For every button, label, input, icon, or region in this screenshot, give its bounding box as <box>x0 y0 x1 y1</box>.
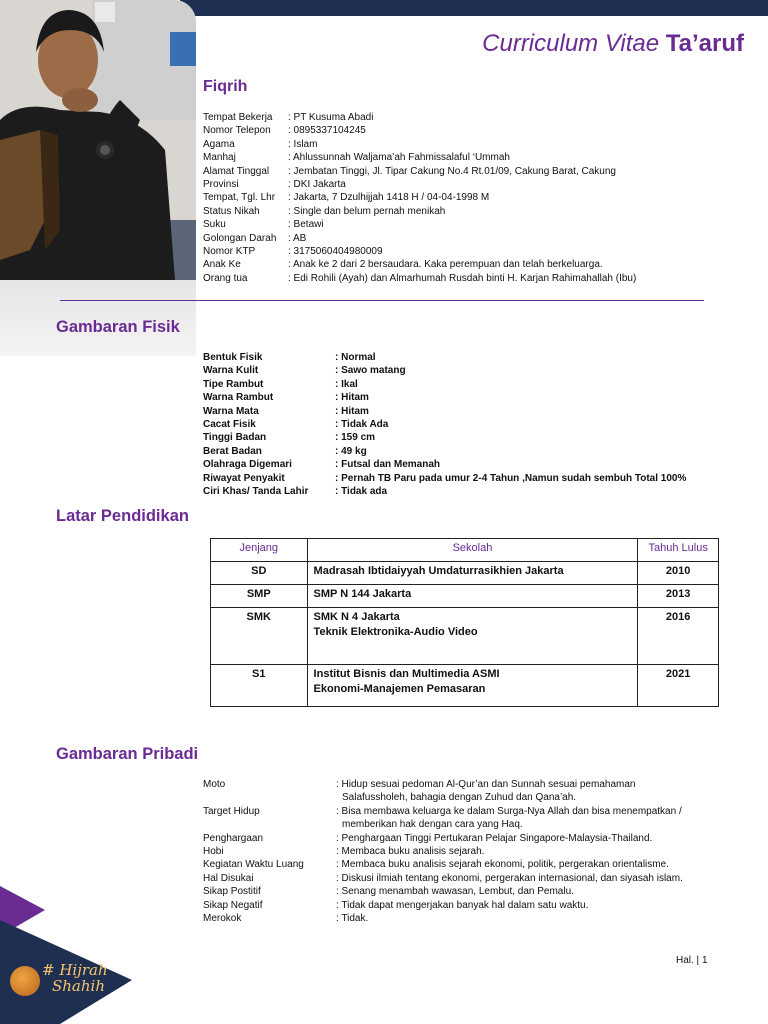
info-row <box>203 272 636 285</box>
info-row <box>203 485 686 498</box>
info-row <box>203 218 636 231</box>
hijrah-logo <box>8 962 124 1002</box>
header-jenjang: Jenjang <box>211 539 308 562</box>
info-row <box>203 391 686 404</box>
info-value <box>288 165 616 178</box>
info-label: Penghargaan <box>203 832 264 844</box>
info-value-line: : Bisa membawa keluarga ke dalam Surga-Nya Allah dan bisa menempatkan / <box>336 805 682 817</box>
info-value-line: : Tidak dapat mengerjakan banyak hal dalam satu waktu. <box>336 899 589 911</box>
info-value-line: : Membaca buku analisis sejarah ekonomi, politik, pergerakan orientalisme. <box>336 859 669 871</box>
physical-info <box>203 351 686 498</box>
info-value-line: : 3175060404980009 <box>288 246 383 258</box>
info-label: Nomor Telepon <box>203 125 271 137</box>
info-value <box>335 458 440 471</box>
info-value <box>288 178 346 191</box>
info-value <box>335 364 406 377</box>
info-value-line: : Edi Rohili (Ayah) dan Almarhumah Rusdah binti H. Karjan Rahimahallah (Ibu) <box>288 272 637 284</box>
info-row <box>203 885 683 898</box>
header-sekolah: Sekolah <box>307 539 638 562</box>
info-value-line: : Jembatan Tinggi, Jl. Tipar Cakung No.4 Rt.01/09, Cakung Barat, Cakung <box>288 165 616 177</box>
info-value <box>288 138 317 151</box>
info-row <box>203 191 636 204</box>
section-divider <box>60 300 704 301</box>
info-row <box>203 872 683 885</box>
cell-year: 2016 <box>638 608 719 665</box>
info-value-line: : Hitam <box>335 392 369 404</box>
info-row <box>203 124 636 137</box>
info-value-line: : Pernah TB Paru pada umur 2-4 Tahun ,Namun sudah sembuh Total 100% <box>335 472 687 484</box>
info-value-line: : Ahlussunnah Waljama’ah Fahmissalaful ‘Ummah <box>288 152 510 164</box>
cell-school: Madrasah Ibtidaiyyah Umdaturrasikhien Jakarta <box>307 562 638 585</box>
info-value-line: : Tidak Ada <box>335 419 389 431</box>
info-value <box>335 378 358 391</box>
info-row <box>203 138 636 151</box>
info-row <box>203 845 683 858</box>
info-label: Ciri Khas/ Tanda Lahir <box>203 486 309 498</box>
info-value-line: : Ikal <box>335 378 358 390</box>
header-bar <box>180 0 768 16</box>
cell-school: SMP N 144 Jakarta <box>307 585 638 608</box>
info-row <box>203 405 686 418</box>
info-value <box>335 485 387 498</box>
cell-year: 2013 <box>638 585 719 608</box>
info-label: Status Nikah <box>203 205 260 217</box>
info-row <box>203 458 686 471</box>
info-label: Hobi <box>203 846 224 858</box>
cell-year: 2021 <box>638 665 719 707</box>
personality-info <box>203 778 683 925</box>
info-label: Merokok <box>203 913 242 925</box>
info-value <box>335 405 369 418</box>
info-label: Tempat Bekerja <box>203 112 273 123</box>
info-row <box>203 245 636 258</box>
info-row <box>203 858 683 871</box>
info-label: Sikap Postitif <box>203 886 261 898</box>
info-value-line: : Senang menambah wawasan, Lembut, dan Pemalu. <box>336 886 574 898</box>
info-value <box>288 258 603 271</box>
info-value <box>336 845 484 858</box>
logo-text <box>42 962 108 994</box>
info-row <box>203 778 683 805</box>
info-row <box>203 151 636 164</box>
info-value <box>335 418 388 431</box>
table-row <box>211 608 719 665</box>
info-value-line: : Tidak. <box>336 913 369 925</box>
info-value <box>288 245 383 258</box>
info-value <box>288 151 510 164</box>
info-label: Hal Disukai <box>203 872 254 884</box>
info-value-line: : DKI Jakarta <box>288 179 346 191</box>
info-value <box>336 885 574 898</box>
info-label: Warna Mata <box>203 405 259 417</box>
info-row <box>203 418 686 431</box>
info-row <box>203 232 636 245</box>
cell-level: SMP <box>211 585 308 608</box>
info-value-line: : Normal <box>335 352 376 363</box>
info-value-line: : Anak ke 2 dari 2 bersaudara. Kaka perempuan dan telah berkeluarga. <box>288 259 603 271</box>
info-label: Alamat Tinggal <box>203 165 270 177</box>
info-value <box>288 191 489 204</box>
info-label: Tipe Rambut <box>203 378 264 390</box>
logo-text-line2: Shahih <box>52 977 105 995</box>
info-value-line: : Membaca buku analisis sejarah. <box>336 846 485 858</box>
title-suffix: Ta’aruf <box>665 30 744 57</box>
info-value-line: : 0895337104245 <box>288 125 366 137</box>
info-value <box>336 899 588 912</box>
info-label: Riwayat Penyakit <box>203 472 285 484</box>
info-row <box>203 899 683 912</box>
info-label: Golongan Darah <box>203 232 277 244</box>
table-row <box>211 585 719 608</box>
info-label: Warna Rambut <box>203 392 274 404</box>
personal-info <box>203 111 636 285</box>
info-value-line: : 159 cm <box>335 432 376 444</box>
info-value <box>336 805 682 832</box>
info-value <box>288 272 636 285</box>
info-label: Agama <box>203 138 235 150</box>
education-section-title: Latar Pendidikan <box>56 507 189 525</box>
school-major: Teknik Elektronika-Audio Video <box>313 626 478 638</box>
info-row <box>203 445 686 458</box>
school-name: Institut Bisnis dan Multimedia ASMI <box>313 668 500 680</box>
info-value <box>335 431 375 444</box>
info-label: Manhaj <box>203 152 236 164</box>
info-label: Tempat, Tgl. Lhr <box>203 192 276 204</box>
info-value <box>336 778 635 805</box>
info-value <box>336 832 652 845</box>
info-label: Anak Ke <box>203 259 241 271</box>
info-label: Suku <box>203 219 226 231</box>
info-value-line: : Hidup sesuai pedoman Al-Qur’an dan Sunnah sesuai pemahaman <box>336 779 636 790</box>
info-row <box>203 805 683 832</box>
info-label: Provinsi <box>203 179 239 191</box>
info-value-line: : Diskusi ilmiah tentang ekonomi, pergerakan internasional, dan siyasah islam. <box>336 872 683 884</box>
profile-photo <box>0 0 196 356</box>
info-row <box>203 178 636 191</box>
info-value <box>336 912 368 925</box>
cell-level: SMK <box>211 608 308 665</box>
cell-level: S1 <box>211 665 308 707</box>
title-prefix: Curriculum Vitae <box>482 30 660 57</box>
info-label: Tinggi Badan <box>203 432 267 444</box>
header-tahun: Tahuh Lulus <box>638 539 719 562</box>
info-row <box>203 205 636 218</box>
info-label: Orang tua <box>203 272 248 284</box>
education-table <box>210 538 719 707</box>
info-label: Kegiatan Waktu Luang <box>203 859 304 871</box>
info-value-line: : Futsal dan Memanah <box>335 459 441 471</box>
info-row <box>203 832 683 845</box>
info-value-line: : Islam <box>288 138 318 150</box>
info-value-line: : Sawo matang <box>335 365 406 377</box>
info-label: Target Hidup <box>203 805 260 817</box>
info-value <box>335 391 369 404</box>
cell-level: SD <box>211 562 308 585</box>
info-value <box>335 472 686 485</box>
info-value <box>336 872 683 885</box>
info-label: Bentuk Fisik <box>203 352 263 363</box>
info-value <box>288 232 306 245</box>
person-name: Fiqrih <box>203 78 248 95</box>
info-row <box>203 431 686 444</box>
personality-section-title: Gambaran Pribadi <box>56 745 199 763</box>
school-major: Ekonomi-Manajemen Pemasaran <box>313 683 486 695</box>
info-value <box>288 111 373 124</box>
cell-school <box>307 608 638 665</box>
info-value-line: : Jakarta, 7 Dzulhijjah 1418 H / 04-04-1998 M <box>288 192 490 204</box>
info-value-line: : Single dan belum pernah menikah <box>288 205 446 217</box>
info-label: Berat Badan <box>203 445 262 457</box>
info-value <box>335 351 376 364</box>
info-label: Olahraga Digemari <box>203 459 292 471</box>
info-value-line: : AB <box>288 232 307 244</box>
table-row <box>211 562 719 585</box>
info-label: Warna Kulit <box>203 365 259 377</box>
info-row <box>203 472 686 485</box>
info-value <box>335 445 367 458</box>
info-value-line: : PT Kusuma Abadi <box>288 112 374 123</box>
info-value-line: : 49 kg <box>335 445 367 457</box>
info-label: Sikap Negatif <box>203 899 263 911</box>
info-value-line: : Betawi <box>288 219 324 231</box>
info-value <box>288 205 445 218</box>
info-value-continuation: memberikan hak dengan cara yang Haq. <box>342 819 523 831</box>
info-row <box>203 165 636 178</box>
info-row <box>203 258 636 271</box>
info-row <box>203 912 683 925</box>
info-row <box>203 364 686 377</box>
info-label: Cacat Fisik <box>203 419 256 431</box>
document-title <box>482 30 744 58</box>
logo-text-line1: # Hijrah <box>42 961 108 979</box>
info-value-line: : Tidak ada <box>335 486 388 498</box>
info-row <box>203 111 636 124</box>
info-row <box>203 351 686 364</box>
info-value-continuation: Salafussholeh, bahagia dengan Zuhud dan Qana’ah. <box>342 792 577 804</box>
info-value <box>336 858 669 871</box>
info-value <box>288 218 324 231</box>
info-label: Moto <box>203 779 226 790</box>
school-name: SMK N 4 Jakarta <box>313 611 400 623</box>
corner-decoration <box>0 880 140 1024</box>
info-value <box>288 124 366 137</box>
info-value-line: : Penghargaan Tinggi Pertukaran Pelajar Singapore-Malaysia-Thailand. <box>336 832 653 844</box>
info-value-line: : Hitam <box>335 405 369 417</box>
physical-section-title: Gambaran Fisik <box>56 318 180 336</box>
page-number: Hal. | 1 <box>676 955 708 966</box>
table-header-row <box>211 539 719 562</box>
logo-emblem-icon <box>10 966 40 996</box>
cell-school <box>307 665 638 707</box>
cell-year: 2010 <box>638 562 719 585</box>
info-label: Nomor KTP <box>203 246 256 258</box>
table-row <box>211 665 719 707</box>
info-row <box>203 378 686 391</box>
